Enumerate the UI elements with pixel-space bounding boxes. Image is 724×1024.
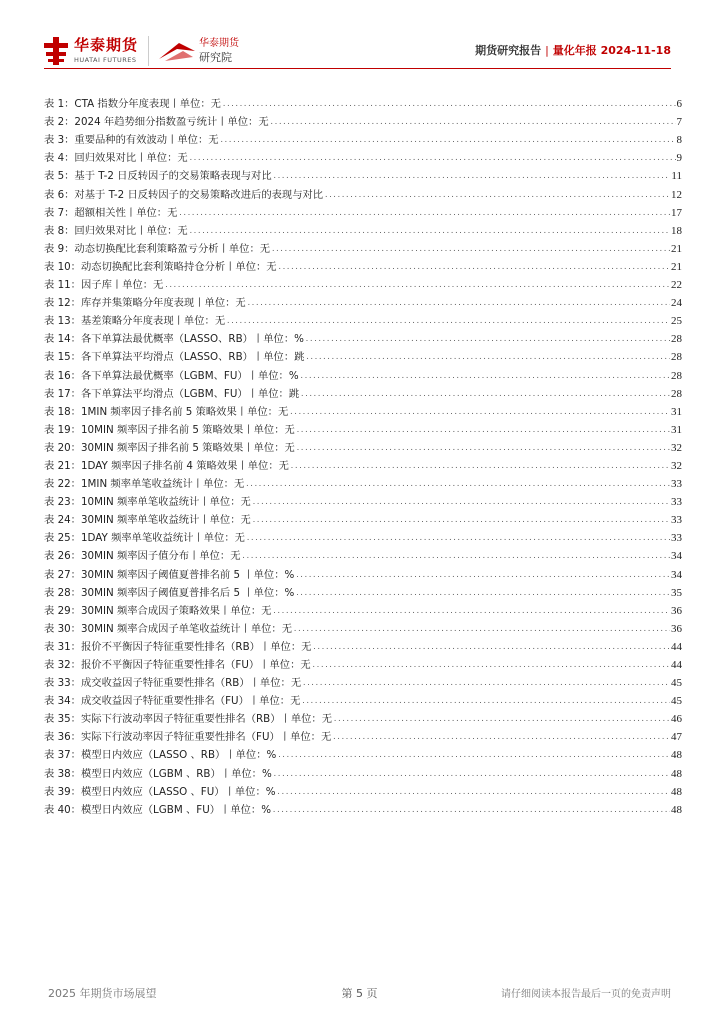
logo-group <box>44 34 239 68</box>
toc-entry[interactable] <box>44 761 682 779</box>
toc-leader-dots <box>273 768 670 780</box>
table-of-tables <box>44 92 682 816</box>
toc-entry[interactable] <box>44 581 682 599</box>
toc-entry-label[interactable]: 表 30：30MIN 频率合成因子单笔收益统计丨单位：无 <box>44 622 293 635</box>
report-type: 期货研究报告 <box>475 44 542 57</box>
toc-entry-page[interactable]: 33 <box>671 532 682 545</box>
toc-leader-dots <box>295 587 670 599</box>
toc-entry-label[interactable]: 表 34：成交收益因子特征重要性排名（FU）丨单位：无 <box>44 695 301 708</box>
toc-entry[interactable] <box>44 291 682 309</box>
toc-leader-dots <box>242 550 670 562</box>
toc-entry-label[interactable]: 表 28：30MIN 频率因子阈值夏普排名后 5 丨单位：% <box>44 586 295 599</box>
toc-leader-dots <box>305 333 670 345</box>
toc-entry-page[interactable]: 45 <box>671 677 682 690</box>
toc-leader-dots <box>270 116 676 128</box>
toc-entry-label[interactable]: 表 27：30MIN 频率因子阈值夏普排名前 5 丨单位：% <box>44 568 295 581</box>
toc-entry-label[interactable]: 表 40：模型日内效应（LGBM 、FU）丨单位：% <box>44 803 272 816</box>
brand-cn: 华泰期货 <box>74 36 139 55</box>
toc-entry[interactable] <box>44 164 682 182</box>
toc-leader-dots <box>296 442 670 454</box>
toc-entry[interactable] <box>44 146 682 164</box>
toc-entry-label[interactable]: 表 19：10MIN 频率因子排名前 5 策略效果丨单位：无 <box>44 423 295 436</box>
toc-entry[interactable] <box>44 617 682 635</box>
toc-entry-label[interactable]: 表 6：对基于 T-2 日反转因子的交易策略改进后的表现与对比 <box>44 188 324 201</box>
toc-leader-dots <box>226 315 670 327</box>
toc-entry-label[interactable]: 表 38：模型日内效应（LGBM 、RB）丨单位：% <box>44 767 272 780</box>
toc-leader-dots <box>164 279 670 291</box>
toc-entry-label[interactable]: 表 4：回归效果对比丨单位：无 <box>44 152 188 165</box>
toc-entry[interactable] <box>44 454 682 472</box>
toc-leader-dots <box>189 152 676 164</box>
toc-entry-page[interactable]: 47 <box>671 731 682 744</box>
toc-entry[interactable] <box>44 544 682 562</box>
toc-leader-dots <box>302 677 670 689</box>
toc-leader-dots <box>333 713 670 725</box>
header-separator: | <box>545 44 549 57</box>
toc-entry[interactable] <box>44 743 682 761</box>
toc-entry-page[interactable]: 48 <box>671 785 682 798</box>
toc-entry-label[interactable]: 表 39：模型日内效应（LASSO 、FU）丨单位：% <box>44 785 276 798</box>
toc-entry-page[interactable]: 36 <box>671 604 682 617</box>
toc-entry[interactable] <box>44 418 682 436</box>
toc-entry[interactable] <box>44 780 682 798</box>
toc-leader-dots <box>312 641 670 653</box>
toc-entry[interactable] <box>44 237 682 255</box>
toc-entry-page[interactable]: 11 <box>671 170 682 183</box>
report-meta <box>475 42 671 58</box>
toc-entry-page[interactable]: 28 <box>671 333 682 346</box>
toc-entry-page[interactable]: 45 <box>671 695 682 708</box>
toc-leader-dots <box>293 623 670 635</box>
toc-entry-label[interactable]: 表 3：重要品种的有效波动丨单位：无 <box>44 134 219 147</box>
report-date: 量化年报 2024-11-18 <box>552 44 671 57</box>
page-header <box>0 0 724 80</box>
toc-entry-label[interactable]: 表 16：各下单算法最优概率（LGBM、FU）丨单位：% <box>44 369 299 382</box>
toc-entry[interactable] <box>44 309 682 327</box>
toc-leader-dots <box>301 695 670 707</box>
toc-entry-page[interactable]: 28 <box>671 369 682 382</box>
toc-entry[interactable] <box>44 653 682 671</box>
toc-entry-page[interactable]: 35 <box>671 586 682 599</box>
toc-entry-label[interactable]: 表 13：基差策略分年度表现丨单位：无 <box>44 315 226 328</box>
toc-entry-page[interactable]: 48 <box>671 767 682 780</box>
toc-entry-page[interactable]: 28 <box>671 387 682 400</box>
toc-entry-label[interactable]: 表 24：30MIN 频率单笔收益统计丨单位：无 <box>44 514 251 527</box>
toc-entry-label[interactable]: 表 12：库存并集策略分年度表现丨单位：无 <box>44 297 246 310</box>
toc-entry-label[interactable]: 表 11：因子库丨单位：无 <box>44 279 164 292</box>
toc-entry-label[interactable]: 表 29：30MIN 频率合成因子策略效果丨单位：无 <box>44 604 272 617</box>
toc-entry-page[interactable]: 21 <box>671 242 682 255</box>
toc-entry[interactable] <box>44 363 682 381</box>
toc-entry-page[interactable]: 7 <box>676 116 682 129</box>
toc-entry[interactable] <box>44 562 682 580</box>
toc-entry-page[interactable]: 6 <box>676 98 682 111</box>
toc-entry[interactable] <box>44 327 682 345</box>
toc-entry-label[interactable]: 表 21：1DAY 频率因子排名前 4 策略效果丨单位：无 <box>44 459 289 472</box>
toc-entry-label[interactable]: 表 32：报价不平衡因子特征重要性排名（FU）丨单位：无 <box>44 659 311 671</box>
toc-entry-page[interactable]: 33 <box>671 514 682 527</box>
logo-divider <box>148 36 149 66</box>
toc-entry-page[interactable]: 46 <box>671 713 682 726</box>
toc-leader-dots <box>222 98 676 110</box>
toc-entry-page[interactable]: 22 <box>671 279 682 292</box>
toc-entry[interactable] <box>44 219 682 237</box>
toc-leader-dots <box>252 514 670 526</box>
toc-entry-label[interactable]: 表 36：实际下行波动率因子特征重要性排名（FU）丨单位：无 <box>44 731 332 744</box>
toc-entry-label[interactable]: 表 5：基于 T-2 日反转因子的交易策略表现与对比 <box>44 170 272 183</box>
toc-entry-label[interactable]: 表 20：30MIN 频率因子排名前 5 策略效果丨单位：无 <box>44 441 295 454</box>
toc-entry-label[interactable]: 表 2：2024 年趋势细分指数盈亏统计丨单位：无 <box>44 116 269 129</box>
toc-leader-dots <box>312 659 670 671</box>
toc-leader-dots <box>271 243 670 255</box>
toc-leader-dots <box>296 424 670 436</box>
toc-leader-dots <box>246 532 670 544</box>
toc-entry-page[interactable]: 33 <box>671 496 682 509</box>
toc-leader-dots <box>252 496 670 508</box>
institute-line2: 研究院 <box>199 51 233 64</box>
toc-entry[interactable] <box>44 798 682 816</box>
toc-entry[interactable] <box>44 182 682 200</box>
toc-entry[interactable] <box>44 725 682 743</box>
toc-entry[interactable] <box>44 201 682 219</box>
toc-leader-dots <box>324 189 670 201</box>
toc-leader-dots <box>277 786 670 798</box>
toc-leader-dots <box>289 406 670 418</box>
toc-entry[interactable] <box>44 707 682 725</box>
toc-entry-page[interactable]: 21 <box>671 260 682 273</box>
toc-entry[interactable] <box>44 382 682 400</box>
toc-entry-page[interactable]: 32 <box>671 441 682 454</box>
toc-entry-page[interactable]: 48 <box>671 803 682 816</box>
toc-entry-label[interactable]: 表 15：各下单算法平均滑点（LASSO、RB）丨单位：跳 <box>44 351 305 364</box>
toc-entry[interactable] <box>44 128 682 146</box>
toc-leader-dots <box>300 388 670 400</box>
toc-entry-label[interactable]: 表 31：报价不平衡因子特征重要性排名（RB）丨单位：无 <box>44 640 312 653</box>
toc-leader-dots <box>295 569 670 581</box>
huatai-logo-icon <box>44 37 68 65</box>
toc-entry-page[interactable]: 48 <box>671 749 682 762</box>
toc-entry-label[interactable]: 表 23：10MIN 频率单笔收益统计丨单位：无 <box>44 496 251 509</box>
toc-entry-page[interactable]: 25 <box>671 315 682 328</box>
toc-entry-label[interactable]: 表 18：1MIN 频率因子排名前 5 策略效果丨单位：无 <box>44 405 289 418</box>
toc-entry[interactable] <box>44 689 682 707</box>
toc-leader-dots <box>278 261 670 273</box>
toc-leader-dots <box>305 351 670 363</box>
toc-leader-dots <box>272 804 670 816</box>
toc-entry[interactable] <box>44 345 682 363</box>
toc-entry-page[interactable]: 44 <box>671 659 682 671</box>
toc-entry-label[interactable]: 表 9：动态切换配比套利策略盈亏分析丨单位：无 <box>44 242 271 255</box>
toc-entry-page[interactable]: 33 <box>671 478 682 491</box>
toc-entry-page[interactable]: 12 <box>671 188 682 201</box>
brand-en: HUATAI FUTURES <box>74 56 137 65</box>
toc-entry-page[interactable]: 28 <box>671 351 682 364</box>
toc-entry-label[interactable]: 表 22：1MIN 频率单笔收益统计丨单位：无 <box>44 478 245 491</box>
toc-entry-label[interactable]: 表 10：动态切换配比套利策略持仓分析丨单位：无 <box>44 260 277 273</box>
toc-entry-label[interactable]: 表 25：1DAY 频率单笔收益统计丨单位：无 <box>44 532 245 545</box>
toc-entry[interactable] <box>44 273 682 291</box>
toc-entry[interactable] <box>44 599 682 617</box>
page-number: 第 5 页 <box>341 987 378 1000</box>
toc-entry-label[interactable]: 表 17：各下单算法平均滑点（LGBM、FU）丨单位：跳 <box>44 387 300 400</box>
toc-entry-label[interactable]: 表 33：成交收益因子特征重要性排名（RB）丨单位：无 <box>44 677 302 690</box>
toc-entry-label[interactable]: 表 8：回归效果对比丨单位：无 <box>44 224 188 237</box>
toc-leader-dots <box>189 225 670 237</box>
disclaimer-note: 请仔细阅读本报告最后一页的免责声明 <box>501 989 671 1000</box>
toc-entry-page[interactable]: 18 <box>671 224 682 237</box>
toc-leader-dots <box>300 370 670 382</box>
toc-leader-dots <box>332 731 670 743</box>
toc-entry[interactable] <box>44 92 682 110</box>
toc-entry-page[interactable]: 34 <box>671 568 682 581</box>
toc-entry-page[interactable]: 32 <box>671 459 682 472</box>
toc-leader-dots <box>247 297 670 309</box>
toc-entry[interactable] <box>44 508 682 526</box>
institute-logo-icon <box>157 39 197 63</box>
toc-entry-label[interactable]: 表 37：模型日内效应（LASSO 、RB）丨单位：% <box>44 749 277 762</box>
institute-name <box>199 39 239 63</box>
toc-entry[interactable] <box>44 255 682 273</box>
institute-line1: 华泰期货 <box>199 38 240 49</box>
toc-entry[interactable] <box>44 436 682 454</box>
toc-entry-label[interactable]: 表 1：CTA 指数分年度表现丨单位：无 <box>44 98 221 111</box>
toc-entry-page[interactable]: 31 <box>671 405 682 418</box>
toc-leader-dots <box>277 749 670 761</box>
toc-entry[interactable] <box>44 490 682 508</box>
toc-entry[interactable] <box>44 526 682 544</box>
toc-leader-dots <box>178 207 670 219</box>
toc-entry-page[interactable]: 36 <box>671 622 682 635</box>
toc-leader-dots <box>273 170 671 182</box>
toc-leader-dots <box>290 460 670 472</box>
toc-entry-page[interactable]: 17 <box>671 206 682 219</box>
toc-entry-page[interactable]: 24 <box>671 297 682 310</box>
header-rule <box>44 68 671 69</box>
toc-entry-page[interactable]: 34 <box>671 550 682 563</box>
toc-entry-label[interactable]: 表 35：实际下行波动率因子特征重要性排名（RB）丨单位：无 <box>44 713 333 726</box>
toc-entry[interactable] <box>44 472 682 490</box>
toc-entry-page[interactable]: 8 <box>676 134 682 147</box>
toc-entry-label[interactable]: 表 26：30MIN 频率因子值分布丨单位：无 <box>44 550 241 563</box>
toc-entry-page[interactable]: 31 <box>671 423 682 436</box>
toc-entry[interactable] <box>44 635 682 653</box>
footer-title: 2025 年期货市场展望 <box>48 987 157 1000</box>
toc-entry[interactable] <box>44 400 682 418</box>
toc-entry-label[interactable]: 表 14：各下单算法最优概率（LASSO、RB）丨单位：% <box>44 333 304 346</box>
toc-leader-dots <box>245 478 670 490</box>
toc-leader-dots <box>220 134 676 146</box>
toc-entry[interactable] <box>44 671 682 689</box>
brand-name <box>74 38 138 64</box>
toc-leader-dots <box>272 605 670 617</box>
toc-entry-page[interactable]: 44 <box>671 640 682 653</box>
toc-entry[interactable] <box>44 110 682 128</box>
toc-entry-page[interactable]: 9 <box>676 152 682 165</box>
toc-entry-label[interactable]: 表 7：超额相关性丨单位：无 <box>44 206 178 219</box>
